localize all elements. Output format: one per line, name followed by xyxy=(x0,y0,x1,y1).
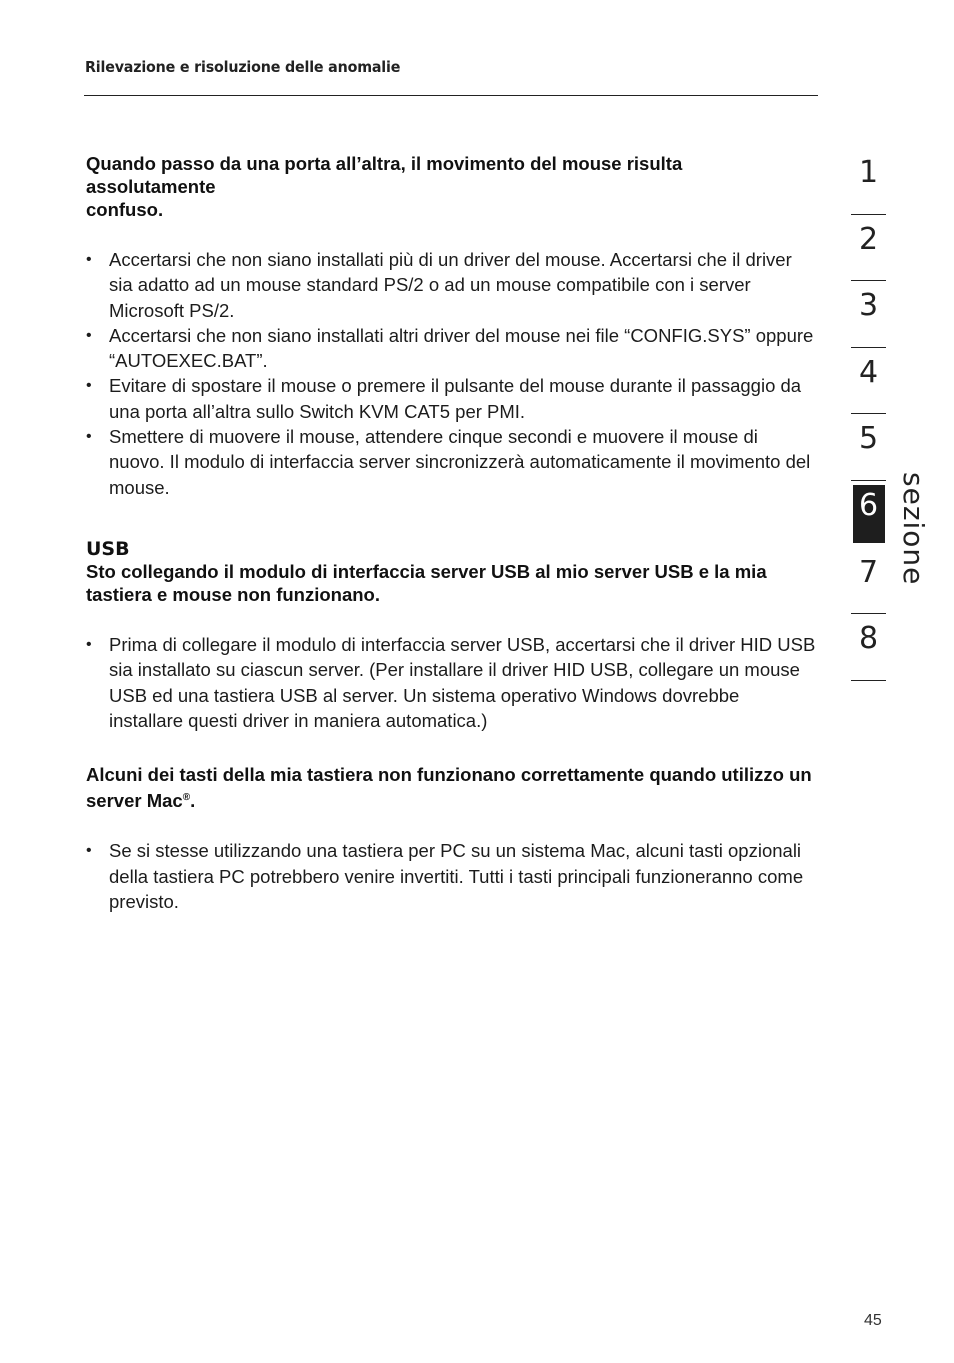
list-item-text: Se si stesse utilizzando una tastiera per PC su un sistema Mac, alcuni tasti opzionali della tastiera PC potrebbero venire invertiti. Tutti i tasti principali funzioneranno come previsto. xyxy=(109,840,804,912)
list-item xyxy=(86,424,816,500)
section-tab-4[interactable] xyxy=(851,348,886,415)
question-line: Quando passo da una porta all’altra, il movimento del mouse risulta xyxy=(86,153,683,174)
question-line: confuso. xyxy=(86,199,164,220)
section-tab-1[interactable] xyxy=(851,148,886,215)
bullet-icon: • xyxy=(86,428,92,446)
bullet-icon: • xyxy=(86,326,92,344)
section-tab-2[interactable] xyxy=(851,215,886,282)
bullet-icon: • xyxy=(86,635,92,653)
section-label: sezione xyxy=(897,472,930,586)
section-number: 1 xyxy=(858,155,879,190)
page-number: 45 xyxy=(864,1312,882,1329)
list-item xyxy=(86,632,816,733)
main-content xyxy=(86,152,816,914)
question-line: assolutamente xyxy=(86,176,216,197)
usb-heading: USB xyxy=(86,537,130,560)
section-nav xyxy=(851,148,886,681)
list-item xyxy=(86,373,816,424)
list-item-text: Accertarsi che non siano installati più di un driver del mouse. Accertarsi che il driver sia adatto ad un mouse standard PS/2 o ad un mouse compatibile con i server Microsoft PS/2. xyxy=(109,249,792,321)
section-tab-7[interactable] xyxy=(851,548,886,615)
section-number: 7 xyxy=(858,554,879,590)
section-number: 8 xyxy=(858,621,879,657)
mouse-solutions-list xyxy=(86,247,816,500)
list-item xyxy=(86,838,816,914)
section-tab-5[interactable] xyxy=(851,414,886,481)
question-mouse-confused xyxy=(86,152,816,221)
list-item-text: Prima di collegare il modulo di interfaccia server USB, accertarsi che il driver HID USB sia installato su ciascun server. (Per installare il driver HID USB, collegare un mouse USB ed una tastiera USB al server. Un sistema operativo Windows dovrebbe installare questi driver in maniera automatica.) xyxy=(109,633,816,731)
bullet-icon: • xyxy=(86,842,92,860)
question-usb: Sto collegando il modulo di interfaccia server USB al mio server USB e la mia tastiera e mouse non funzionano. xyxy=(86,560,767,605)
registered-mark: ® xyxy=(182,792,191,804)
usb-solutions-list xyxy=(86,632,816,733)
list-item xyxy=(86,247,816,323)
mac-solutions-list xyxy=(86,838,816,914)
list-item-text: Evitare di spostare il mouse o premere il pulsante del mouse durante il passaggio da una porta all’altra sullo Switch KVM CAT5 per PMI. xyxy=(109,375,802,422)
section-number: 5 xyxy=(858,421,879,457)
section-number: 4 xyxy=(858,354,879,390)
tab-divider xyxy=(851,680,886,681)
running-header: Rilevazione e risoluzione delle anomalie xyxy=(85,58,401,76)
list-item-text: Accertarsi che non siano installati altri driver del mouse nei file “CONFIG.SYS” oppure “AUTOEXEC.BAT”. xyxy=(109,324,814,372)
question-end: . xyxy=(190,790,196,812)
section-tab-8[interactable] xyxy=(851,614,886,681)
header-divider xyxy=(84,95,818,96)
bullet-icon: • xyxy=(86,377,92,395)
section-number: 2 xyxy=(858,221,879,257)
section-tab-6-active[interactable] xyxy=(851,481,886,548)
section-tab-3[interactable] xyxy=(851,281,886,348)
question-mac-keys xyxy=(86,763,816,812)
list-item xyxy=(86,323,816,374)
section-number: 6 xyxy=(858,487,879,523)
list-item-text: Smettere di muovere il mouse, attendere cinque secondi e muovere il mouse di nuovo. Il modulo di interfaccia server sincronizzerà automaticamente il movimento del mouse. xyxy=(109,426,811,498)
section-number: 3 xyxy=(858,288,879,324)
question-text: Alcuni dei tasti della mia tastiera non funzionano correttamente quando utilizzo un server Mac xyxy=(86,764,812,812)
bullet-icon: • xyxy=(86,251,92,268)
